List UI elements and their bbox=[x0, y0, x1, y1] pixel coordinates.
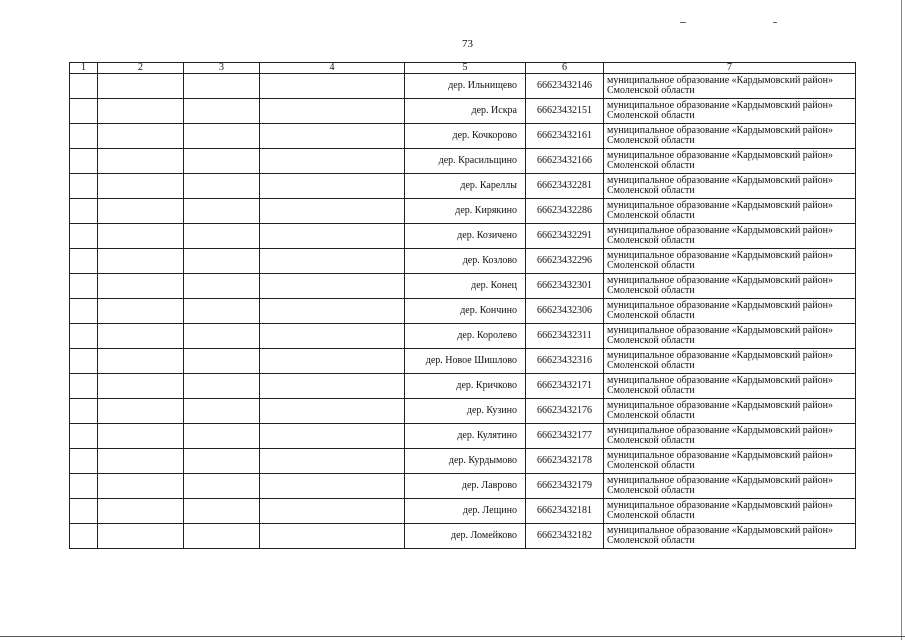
municipality-line-1: муниципальное образование «Кардымовский район» bbox=[607, 300, 833, 311]
settlement-name: дер. Кузино bbox=[405, 399, 526, 424]
table-row bbox=[70, 449, 856, 474]
table-row bbox=[70, 399, 856, 424]
oktmo-code: 66623432171 bbox=[526, 374, 604, 399]
municipality-line-2: Смоленской области bbox=[607, 85, 695, 96]
municipality-line-2: Смоленской области bbox=[607, 335, 695, 346]
scan-speck bbox=[680, 22, 686, 23]
table-header bbox=[70, 63, 856, 74]
cell-col-2 bbox=[98, 424, 184, 449]
municipality-line-2: Смоленской области bbox=[607, 210, 695, 221]
municipality-cell bbox=[604, 449, 856, 474]
oktmo-code: 66623432161 bbox=[526, 124, 604, 149]
municipality-line-1: муниципальное образование «Кардымовский район» bbox=[607, 175, 833, 186]
cell-col-1 bbox=[70, 224, 98, 249]
municipality-line-1: муниципальное образование «Кардымовский район» bbox=[607, 475, 833, 486]
cell-col-3 bbox=[184, 249, 260, 274]
municipality-cell bbox=[604, 399, 856, 424]
table-row bbox=[70, 224, 856, 249]
municipality-line-1: муниципальное образование «Кардымовский район» bbox=[607, 450, 833, 461]
cell-col-1 bbox=[70, 149, 98, 174]
municipality-cell bbox=[604, 324, 856, 349]
column-header-7: 7 bbox=[604, 63, 856, 74]
municipality-line-2: Смоленской области bbox=[607, 110, 695, 121]
cell-col-3 bbox=[184, 349, 260, 374]
settlement-name: дер. Кулятино bbox=[405, 424, 526, 449]
cell-col-2 bbox=[98, 474, 184, 499]
municipality-line-1: муниципальное образование «Кардымовский район» bbox=[607, 275, 833, 286]
municipality-cell bbox=[604, 299, 856, 324]
settlement-name: дер. Козлово bbox=[405, 249, 526, 274]
municipality-cell bbox=[604, 174, 856, 199]
municipality-line-2: Смоленской области bbox=[607, 385, 695, 396]
municipality-cell bbox=[604, 224, 856, 249]
cell-col-4 bbox=[260, 474, 405, 499]
cell-col-2 bbox=[98, 299, 184, 324]
cell-col-4 bbox=[260, 274, 405, 299]
cell-col-2 bbox=[98, 199, 184, 224]
cell-col-4 bbox=[260, 249, 405, 274]
cell-col-2 bbox=[98, 324, 184, 349]
municipality-line-2: Смоленской области bbox=[607, 360, 695, 371]
column-header-3: 3 bbox=[184, 63, 260, 74]
cell-col-4 bbox=[260, 499, 405, 524]
municipality-cell bbox=[604, 99, 856, 124]
municipality-line-2: Смоленской области bbox=[607, 310, 695, 321]
cell-col-1 bbox=[70, 299, 98, 324]
cell-col-2 bbox=[98, 449, 184, 474]
settlement-name: дер. Искра bbox=[405, 99, 526, 124]
settlement-name: дер. Ломейково bbox=[405, 524, 526, 549]
settlement-name: дер. Кочкорово bbox=[405, 124, 526, 149]
cell-col-2 bbox=[98, 499, 184, 524]
cell-col-1 bbox=[70, 424, 98, 449]
municipality-line-2: Смоленской области bbox=[607, 185, 695, 196]
municipality-line-1: муниципальное образование «Кардымовский район» bbox=[607, 500, 833, 511]
cell-col-3 bbox=[184, 174, 260, 199]
cell-col-3 bbox=[184, 424, 260, 449]
oktmo-code: 66623432296 bbox=[526, 249, 604, 274]
municipality-line-1: муниципальное образование «Кардымовский район» bbox=[607, 350, 833, 361]
cell-col-1 bbox=[70, 499, 98, 524]
cell-col-4 bbox=[260, 124, 405, 149]
table-row bbox=[70, 424, 856, 449]
table-body bbox=[70, 74, 856, 549]
cell-col-4 bbox=[260, 324, 405, 349]
settlement-name: дер. Кончино bbox=[405, 299, 526, 324]
municipality-cell bbox=[604, 349, 856, 374]
cell-col-3 bbox=[184, 474, 260, 499]
cell-col-4 bbox=[260, 74, 405, 99]
municipality-line-1: муниципальное образование «Кардымовский район» bbox=[607, 250, 833, 261]
cell-col-1 bbox=[70, 74, 98, 99]
cell-col-4 bbox=[260, 374, 405, 399]
cell-col-1 bbox=[70, 249, 98, 274]
municipality-cell bbox=[604, 124, 856, 149]
oktmo-code: 66623432146 bbox=[526, 74, 604, 99]
oktmo-code: 66623432291 bbox=[526, 224, 604, 249]
table-row bbox=[70, 124, 856, 149]
cell-col-3 bbox=[184, 524, 260, 549]
table-row bbox=[70, 474, 856, 499]
municipality-cell bbox=[604, 474, 856, 499]
cell-col-2 bbox=[98, 224, 184, 249]
municipality-line-2: Смоленской области bbox=[607, 235, 695, 246]
cell-col-4 bbox=[260, 449, 405, 474]
cell-col-4 bbox=[260, 424, 405, 449]
municipality-cell bbox=[604, 74, 856, 99]
municipality-line-2: Смоленской области bbox=[607, 510, 695, 521]
settlement-name: дер. Лещино bbox=[405, 499, 526, 524]
municipality-line-2: Смоленской области bbox=[607, 435, 695, 446]
cell-col-3 bbox=[184, 199, 260, 224]
cell-col-4 bbox=[260, 199, 405, 224]
cell-col-1 bbox=[70, 274, 98, 299]
settlement-name: дер. Кричково bbox=[405, 374, 526, 399]
cell-col-2 bbox=[98, 249, 184, 274]
cell-col-4 bbox=[260, 299, 405, 324]
cell-col-1 bbox=[70, 524, 98, 549]
municipality-line-2: Смоленской области bbox=[607, 485, 695, 496]
municipality-cell bbox=[604, 374, 856, 399]
municipality-line-2: Смоленской области bbox=[607, 160, 695, 171]
cell-col-1 bbox=[70, 199, 98, 224]
settlement-name: дер. Конец bbox=[405, 274, 526, 299]
settlement-name: дер. Ильнищево bbox=[405, 74, 526, 99]
cell-col-3 bbox=[184, 499, 260, 524]
scan-bottom-line bbox=[0, 636, 905, 637]
table-row bbox=[70, 324, 856, 349]
municipality-cell bbox=[604, 249, 856, 274]
cell-col-1 bbox=[70, 474, 98, 499]
table-row bbox=[70, 274, 856, 299]
cell-col-3 bbox=[184, 224, 260, 249]
cell-col-3 bbox=[184, 299, 260, 324]
cell-col-3 bbox=[184, 274, 260, 299]
oktmo-code: 66623432151 bbox=[526, 99, 604, 124]
cell-col-2 bbox=[98, 124, 184, 149]
municipality-line-1: муниципальное образование «Кардымовский район» bbox=[607, 75, 833, 86]
cell-col-1 bbox=[70, 324, 98, 349]
cell-col-3 bbox=[184, 324, 260, 349]
cell-col-3 bbox=[184, 399, 260, 424]
table-row bbox=[70, 199, 856, 224]
cell-col-4 bbox=[260, 399, 405, 424]
municipality-cell bbox=[604, 274, 856, 299]
cell-col-4 bbox=[260, 99, 405, 124]
municipality-line-2: Смоленской области bbox=[607, 285, 695, 296]
cell-col-1 bbox=[70, 99, 98, 124]
oktmo-code: 66623432179 bbox=[526, 474, 604, 499]
municipality-cell bbox=[604, 199, 856, 224]
settlement-name: дер. Курдымово bbox=[405, 449, 526, 474]
oktmo-code: 66623432311 bbox=[526, 324, 604, 349]
settlement-name: дер. Кареллы bbox=[405, 174, 526, 199]
cell-col-4 bbox=[260, 524, 405, 549]
cell-col-4 bbox=[260, 349, 405, 374]
page-number: 73 bbox=[462, 38, 473, 50]
table-row bbox=[70, 99, 856, 124]
table-row bbox=[70, 499, 856, 524]
cell-col-4 bbox=[260, 174, 405, 199]
municipality-cell bbox=[604, 524, 856, 549]
municipality-line-2: Смоленской области bbox=[607, 410, 695, 421]
settlement-name: дер. Лаврово bbox=[405, 474, 526, 499]
cell-col-1 bbox=[70, 449, 98, 474]
municipality-cell bbox=[604, 424, 856, 449]
oktmo-code: 66623432182 bbox=[526, 524, 604, 549]
municipality-line-1: муниципальное образование «Кардымовский район» bbox=[607, 325, 833, 336]
oktmo-code: 66623432181 bbox=[526, 499, 604, 524]
column-header-2: 2 bbox=[98, 63, 184, 74]
municipality-line-1: муниципальное образование «Кардымовский район» bbox=[607, 225, 833, 236]
oktmo-code: 66623432306 bbox=[526, 299, 604, 324]
cell-col-3 bbox=[184, 124, 260, 149]
settlement-name: дер. Красильщино bbox=[405, 149, 526, 174]
cell-col-1 bbox=[70, 124, 98, 149]
municipality-line-1: муниципальное образование «Кардымовский район» bbox=[607, 400, 833, 411]
cell-col-1 bbox=[70, 399, 98, 424]
oktmo-code: 66623432286 bbox=[526, 199, 604, 224]
table-row bbox=[70, 74, 856, 99]
municipality-line-1: муниципальное образование «Кардымовский район» bbox=[607, 425, 833, 436]
municipality-line-1: муниципальное образование «Кардымовский район» bbox=[607, 525, 833, 536]
oktmo-code: 66623432316 bbox=[526, 349, 604, 374]
column-header-5: 5 bbox=[405, 63, 526, 74]
cell-col-3 bbox=[184, 374, 260, 399]
scan-edge-line bbox=[901, 0, 902, 640]
table-row bbox=[70, 349, 856, 374]
settlement-name: дер. Кирякино bbox=[405, 199, 526, 224]
oktmo-code: 66623432301 bbox=[526, 274, 604, 299]
registry-table bbox=[69, 62, 856, 549]
cell-col-3 bbox=[184, 74, 260, 99]
scan-speck bbox=[773, 22, 777, 23]
cell-col-2 bbox=[98, 174, 184, 199]
oktmo-code: 66623432176 bbox=[526, 399, 604, 424]
header-row bbox=[70, 63, 856, 74]
cell-col-1 bbox=[70, 174, 98, 199]
municipality-line-2: Смоленской области bbox=[607, 535, 695, 546]
cell-col-2 bbox=[98, 74, 184, 99]
municipality-line-2: Смоленской области bbox=[607, 460, 695, 471]
municipality-cell bbox=[604, 149, 856, 174]
oktmo-code: 66623432177 bbox=[526, 424, 604, 449]
cell-col-2 bbox=[98, 149, 184, 174]
cell-col-2 bbox=[98, 374, 184, 399]
table-row bbox=[70, 374, 856, 399]
table-row bbox=[70, 249, 856, 274]
municipality-line-1: муниципальное образование «Кардымовский район» bbox=[607, 100, 833, 111]
table-row bbox=[70, 524, 856, 549]
cell-col-3 bbox=[184, 449, 260, 474]
municipality-cell bbox=[604, 499, 856, 524]
cell-col-2 bbox=[98, 349, 184, 374]
settlement-name: дер. Новое Шишлово bbox=[405, 349, 526, 374]
cell-col-2 bbox=[98, 524, 184, 549]
table-row bbox=[70, 174, 856, 199]
cell-col-1 bbox=[70, 349, 98, 374]
cell-col-3 bbox=[184, 99, 260, 124]
column-header-4: 4 bbox=[260, 63, 405, 74]
municipality-line-1: муниципальное образование «Кардымовский район» bbox=[607, 200, 833, 211]
table-row bbox=[70, 299, 856, 324]
table-row bbox=[70, 149, 856, 174]
cell-col-2 bbox=[98, 399, 184, 424]
cell-col-4 bbox=[260, 149, 405, 174]
cell-col-4 bbox=[260, 224, 405, 249]
settlement-name: дер. Королево bbox=[405, 324, 526, 349]
column-header-1: 1 bbox=[70, 63, 98, 74]
column-header-6: 6 bbox=[526, 63, 604, 74]
municipality-line-2: Смоленской области bbox=[607, 260, 695, 271]
oktmo-code: 66623432166 bbox=[526, 149, 604, 174]
municipality-line-1: муниципальное образование «Кардымовский район» bbox=[607, 125, 833, 136]
cell-col-2 bbox=[98, 274, 184, 299]
municipality-line-1: муниципальное образование «Кардымовский район» bbox=[607, 150, 833, 161]
settlement-name: дер. Козичено bbox=[405, 224, 526, 249]
cell-col-3 bbox=[184, 149, 260, 174]
oktmo-code: 66623432281 bbox=[526, 174, 604, 199]
oktmo-code: 66623432178 bbox=[526, 449, 604, 474]
cell-col-2 bbox=[98, 99, 184, 124]
municipality-line-2: Смоленской области bbox=[607, 135, 695, 146]
cell-col-1 bbox=[70, 374, 98, 399]
municipality-line-1: муниципальное образование «Кардымовский район» bbox=[607, 375, 833, 386]
